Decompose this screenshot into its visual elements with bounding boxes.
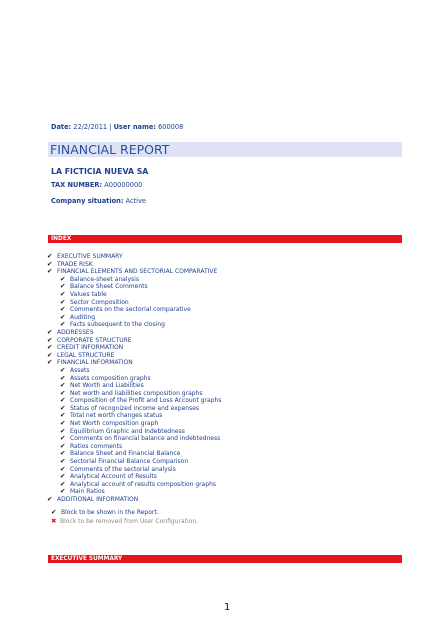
index-item[interactable] [47,473,221,481]
legend-removed-label: Block to be removed from User Configuration. [60,518,199,525]
index-item-label: ADDRESSES [57,328,94,336]
check-icon: ✔ [60,274,66,283]
check-icon: ✔ [47,343,53,352]
index-item[interactable] [47,458,221,466]
index-item-label: Composition of the Profit and Loss Account graphs [70,397,222,405]
index-item-label: Sectorial Financial Balance Comparison [70,458,189,466]
check-icon: ✔ [60,479,66,488]
legend-removed [51,517,198,526]
index-item-label: Net Worth composition graph [70,420,159,428]
legend-shown-label: Block to be shown in the Report. [61,509,159,516]
index-item[interactable] [47,375,221,383]
page-number: 1 [224,602,231,613]
index-item-label: EXECUTIVE SUMMARY [57,253,123,260]
check-icon: ✔ [60,381,66,390]
company-situation [51,197,146,205]
check-icon: ✔ [47,358,53,367]
check-icon: ✔ [60,472,66,481]
executive-summary-header: EXECUTIVE SUMMARY [48,555,402,563]
index-item[interactable] [47,359,221,367]
index-item[interactable] [47,488,221,496]
index-item[interactable] [47,321,221,329]
check-icon: ✔ [47,350,53,359]
index-list [47,253,221,504]
tax-label: TAX NUMBER: [51,181,103,189]
index-item-label: Sector Composition [70,298,129,306]
index-item[interactable] [47,337,221,345]
check-icon: ✔ [60,305,66,314]
check-icon: ✔ [47,259,53,268]
check-icon: ✔ [47,335,53,344]
index-item[interactable] [47,435,221,443]
situation-label: Company situation: [51,197,124,205]
index-item-label: Balance-sheet analysis [70,275,139,283]
company-name: LA FICTICIA NUEVA SA [51,167,149,176]
index-item-label: TRADE RISK [57,260,93,268]
index-item-label: Main Ratios [70,488,105,496]
index-item-label: Comments of the sectorial analysis [70,465,176,473]
index-item-label: FINANCIAL INFORMATION [57,359,133,367]
check-icon: ✔ [60,441,66,450]
check-icon: ✔ [47,252,53,260]
date-value: 22/2/2011 [73,123,108,131]
user-value: 600008 [158,123,184,131]
index-item[interactable] [47,412,221,420]
check-icon: ✔ [60,411,66,420]
index-item-label: CORPORATE STRUCTURE [57,336,132,344]
index-item[interactable] [47,420,221,428]
index-item[interactable] [47,344,221,352]
index-item[interactable] [47,450,221,458]
index-item-label: Equilibrium Graphic and Indebtedness [70,427,185,435]
index-item[interactable] [47,306,221,314]
index-item-label: LEGAL STRUCTURE [57,351,115,359]
check-icon: ✔ [47,327,53,336]
index-item-label: Status of recognized income and expenses [70,404,200,412]
check-icon: ✔ [60,419,66,428]
meta-separator: | [109,123,112,131]
index-item-label: Analytical Account of Results [70,473,157,481]
check-icon: ✔ [60,297,66,306]
check-icon: ✔ [60,396,66,405]
check-icon: ✔ [60,487,66,496]
index-header: INDEX [48,235,402,243]
index-item[interactable] [47,329,221,337]
user-label: User name: [113,123,156,131]
index-item[interactable] [47,283,221,291]
legend [51,508,198,526]
check-icon: ✔ [51,508,57,516]
index-item-label: Values table [70,290,107,298]
check-icon: ✔ [47,495,53,503]
check-icon: ✔ [60,434,66,443]
check-icon: ✔ [60,312,66,321]
check-icon: ✔ [60,289,66,298]
index-item[interactable] [47,291,221,299]
index-item[interactable] [47,367,221,375]
check-icon: ✔ [60,449,66,458]
index-item-label: Net Worth and Liabilities [70,382,144,390]
index-item-label: Comments on the sectorial comparative [70,306,191,314]
situation-value: Active [125,197,146,205]
index-item-label: Total net worth changes status [70,412,163,420]
report-meta [51,123,183,131]
index-item-label: Balance Sheet and Financial Balance [70,450,181,458]
index-item-label: Net worth and liabilities composition graphs [70,389,203,397]
index-item[interactable] [47,253,221,261]
tax-value: A00000000 [104,181,143,189]
index-item-label: Balance Sheet Comments [70,283,148,291]
index-item-label: Auditing [70,313,96,321]
index-item[interactable] [47,382,221,390]
check-icon: ✔ [60,426,66,435]
check-icon: ✔ [60,464,66,473]
index-item-label: Analytical account of results composition graphs [70,480,217,488]
report-title: FINANCIAL REPORT [48,142,402,157]
check-icon: ✔ [60,365,66,374]
index-item-label: FINANCIAL ELEMENTS AND SECTORIAL COMPARATIVE [57,268,218,276]
check-icon: ✔ [60,373,66,382]
index-item-label: Comments on financial balance and indebtedness [70,435,221,443]
date-label: Date: [51,123,72,131]
legend-shown [51,508,198,517]
index-item[interactable] [47,496,221,504]
index-item[interactable] [47,397,221,405]
check-icon: ✔ [60,320,66,329]
index-item-label: Ratios comments [70,442,123,450]
tax-number [51,181,142,189]
cross-icon: ✖ [51,517,57,525]
index-item-label: ADDITIONAL INFORMATION [57,496,139,503]
check-icon: ✔ [60,457,66,466]
check-icon: ✔ [60,388,66,397]
index-item-label: Assets [70,366,90,374]
check-icon: ✔ [60,403,66,412]
index-item-label: Assets composition graphs [70,374,151,382]
check-icon: ✔ [60,282,66,291]
index-item-label: CREDIT INFORMATION [57,344,124,352]
index-item-label: Facts subsequent to the closing [70,321,165,329]
index-item[interactable] [47,268,221,276]
check-icon: ✔ [47,267,53,276]
